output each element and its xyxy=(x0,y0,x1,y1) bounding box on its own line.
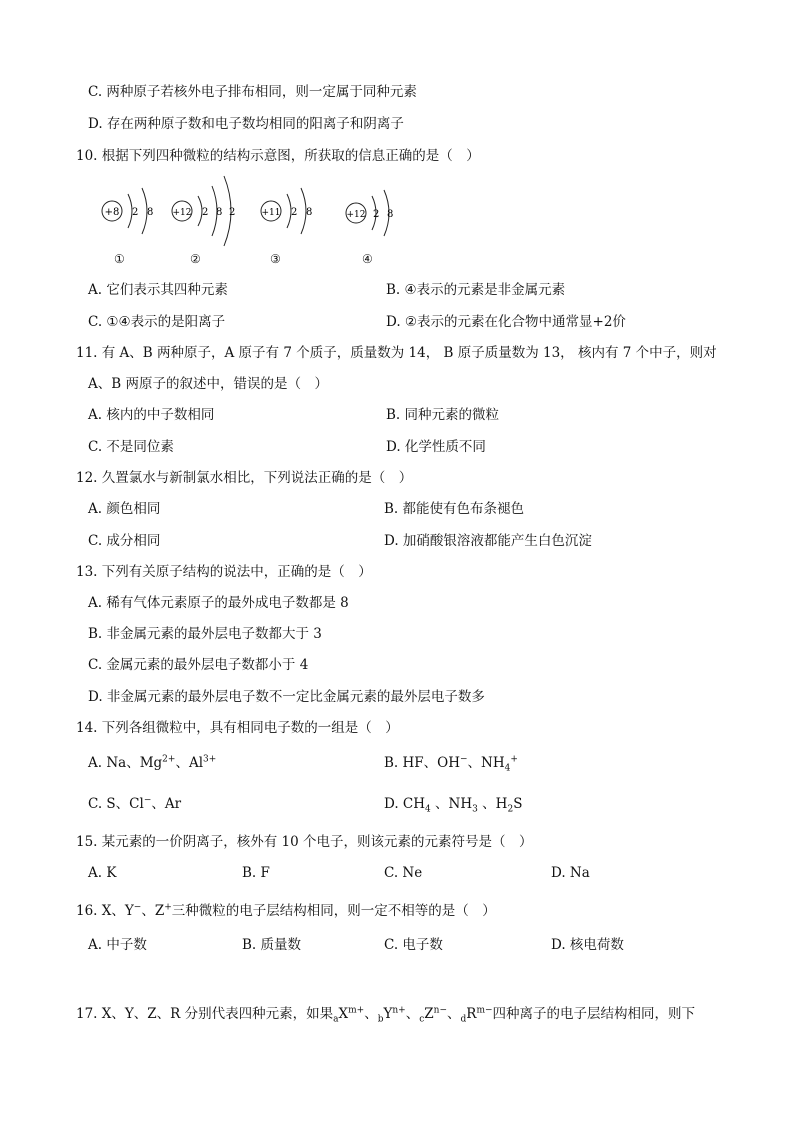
q13-option-d: D. 非金属元素的最外层电子数不一定比金属元素的最外层电子数多 xyxy=(88,689,485,705)
q16-stem: 16. X、Y−、Z+三种微粒的电子层结构相同，则一定不相等的是（ ） xyxy=(76,902,496,919)
q16-option-b: B. 质量数 xyxy=(242,937,302,953)
shell-electrons: 2 xyxy=(373,209,380,220)
atom-diagram-4 xyxy=(340,180,420,250)
q12-option-d: D. 加硝酸银溶液都能产生白色沉淀 xyxy=(384,533,592,549)
q16-option-c: C. 电子数 xyxy=(384,937,443,953)
q14-option-c: C. S、Cl−、Ar xyxy=(88,795,182,812)
q13-option-a: A. 稀有气体元素原子的最外成电子数都是 8 xyxy=(88,595,349,611)
q10-option-d: D. ②表示的元素在化合物中通常显+2价 xyxy=(386,314,626,330)
q14-stem: 14. 下列各组微粒中，具有相同电子数的一组是（ ） xyxy=(76,720,399,736)
nucleus-charge: +12 xyxy=(172,208,192,218)
nucleus-charge: +12 xyxy=(346,210,366,220)
shell-electrons: 2 xyxy=(202,207,209,218)
q15-stem: 15. 某元素的一价阴离子，核外有 10 个电子，则该元素的元素符号是（ ） xyxy=(76,834,533,850)
atom-diagram-1 xyxy=(96,178,176,248)
q16-option-d: D. 核电荷数 xyxy=(551,937,624,953)
q12-option-a: A. 颜色相同 xyxy=(88,501,161,517)
diagram-label-2: ② xyxy=(190,252,201,266)
diagram-label-3: ③ xyxy=(270,252,281,266)
atom-diagram-2 xyxy=(166,170,256,250)
q12-option-b: B. 都能使有色布条褪色 xyxy=(384,501,525,517)
q13-option-b: B. 非金属元素的最外层电子数都大于 3 xyxy=(88,626,322,642)
nucleus-charge: +11 xyxy=(261,208,281,218)
q17-stem: 17. X、Y、Z、R 分别代表四种元素，如果$_aX^{m+}$、$_bY^{n+}$、$_cZ^{n-}$、$_dR^{m-}$四种离子的电子层结构相同，则下 xyxy=(76,1005,696,1025)
q9-option-c: C. 两种原子若核外电子排布相同，则一定属于同种元素 xyxy=(88,84,417,100)
q15-option-b: B. F xyxy=(242,865,270,881)
q13-stem: 13. 下列有关原子结构的说法中，正确的是（ ） xyxy=(76,564,372,580)
q13-option-c: C. 金属元素的最外层电子数都小于 4 xyxy=(88,657,309,673)
q15-option-d: D. Na xyxy=(551,865,590,881)
q10-option-a: A. 它们表示其四种元素 xyxy=(88,282,228,298)
diagram-label-4: ④ xyxy=(362,252,373,266)
q11-option-a: A. 核内的中子数相同 xyxy=(88,407,215,423)
q11-option-b: B. 同种元素的微粒 xyxy=(386,407,500,423)
shell-electrons: 2 xyxy=(291,207,298,218)
q15-option-c: C. Ne xyxy=(384,865,423,881)
atom-diagram-3 xyxy=(255,178,335,248)
shell-electrons: 8 xyxy=(306,207,313,218)
q10-option-b: B. ④表示的元素是非金属元素 xyxy=(386,282,566,298)
q10-option-c: C. ①④表示的是阳离子 xyxy=(88,314,226,330)
shell-electrons: 8 xyxy=(216,207,223,218)
q9-option-d: D. 存在两种原子数和电子数均相同的阳离子和阴离子 xyxy=(88,116,404,132)
shell-electrons: 8 xyxy=(387,209,394,220)
q14-option-b: B. HF、OH−、$NH_4^+$ xyxy=(384,754,518,774)
q11-option-d: D. 化学性质不同 xyxy=(386,439,486,455)
diagram-label-1: ① xyxy=(114,252,125,266)
q10-stem: 10. 根据下列四种微粒的结构示意图，所获取的信息正确的是（ ） xyxy=(76,148,480,164)
q11-option-c: C. 不是同位素 xyxy=(88,439,174,455)
nucleus-charge: +8 xyxy=(104,207,120,218)
q11-stem-line1: 11. 有 A、B 两种原子，A 原子有 7 个质子，质量数为 14， B 原子质量数为 13， 核内有 7 个中子，则对 xyxy=(76,345,717,361)
q14-option-a: A. Na、$Mg^{2+}$、$Al^{3+}$ xyxy=(88,754,217,771)
q12-stem: 12. 久置氯水与新制氯水相比，下列说法正确的是（ ） xyxy=(76,470,413,486)
shell-electrons: 8 xyxy=(147,207,154,218)
shell-electrons: 2 xyxy=(132,207,139,218)
q11-stem-line2: A、B 两原子的叙述中，错误的是（ ） xyxy=(88,376,328,392)
q12-option-c: C. 成分相同 xyxy=(88,533,161,549)
shell-electrons: 2 xyxy=(229,207,236,218)
q16-option-a: A. 中子数 xyxy=(88,937,147,953)
q14-option-d: D. $CH_4$ 、$NH_3$ 、$H_2S$ xyxy=(384,796,523,815)
q15-option-a: A. K xyxy=(88,865,117,881)
